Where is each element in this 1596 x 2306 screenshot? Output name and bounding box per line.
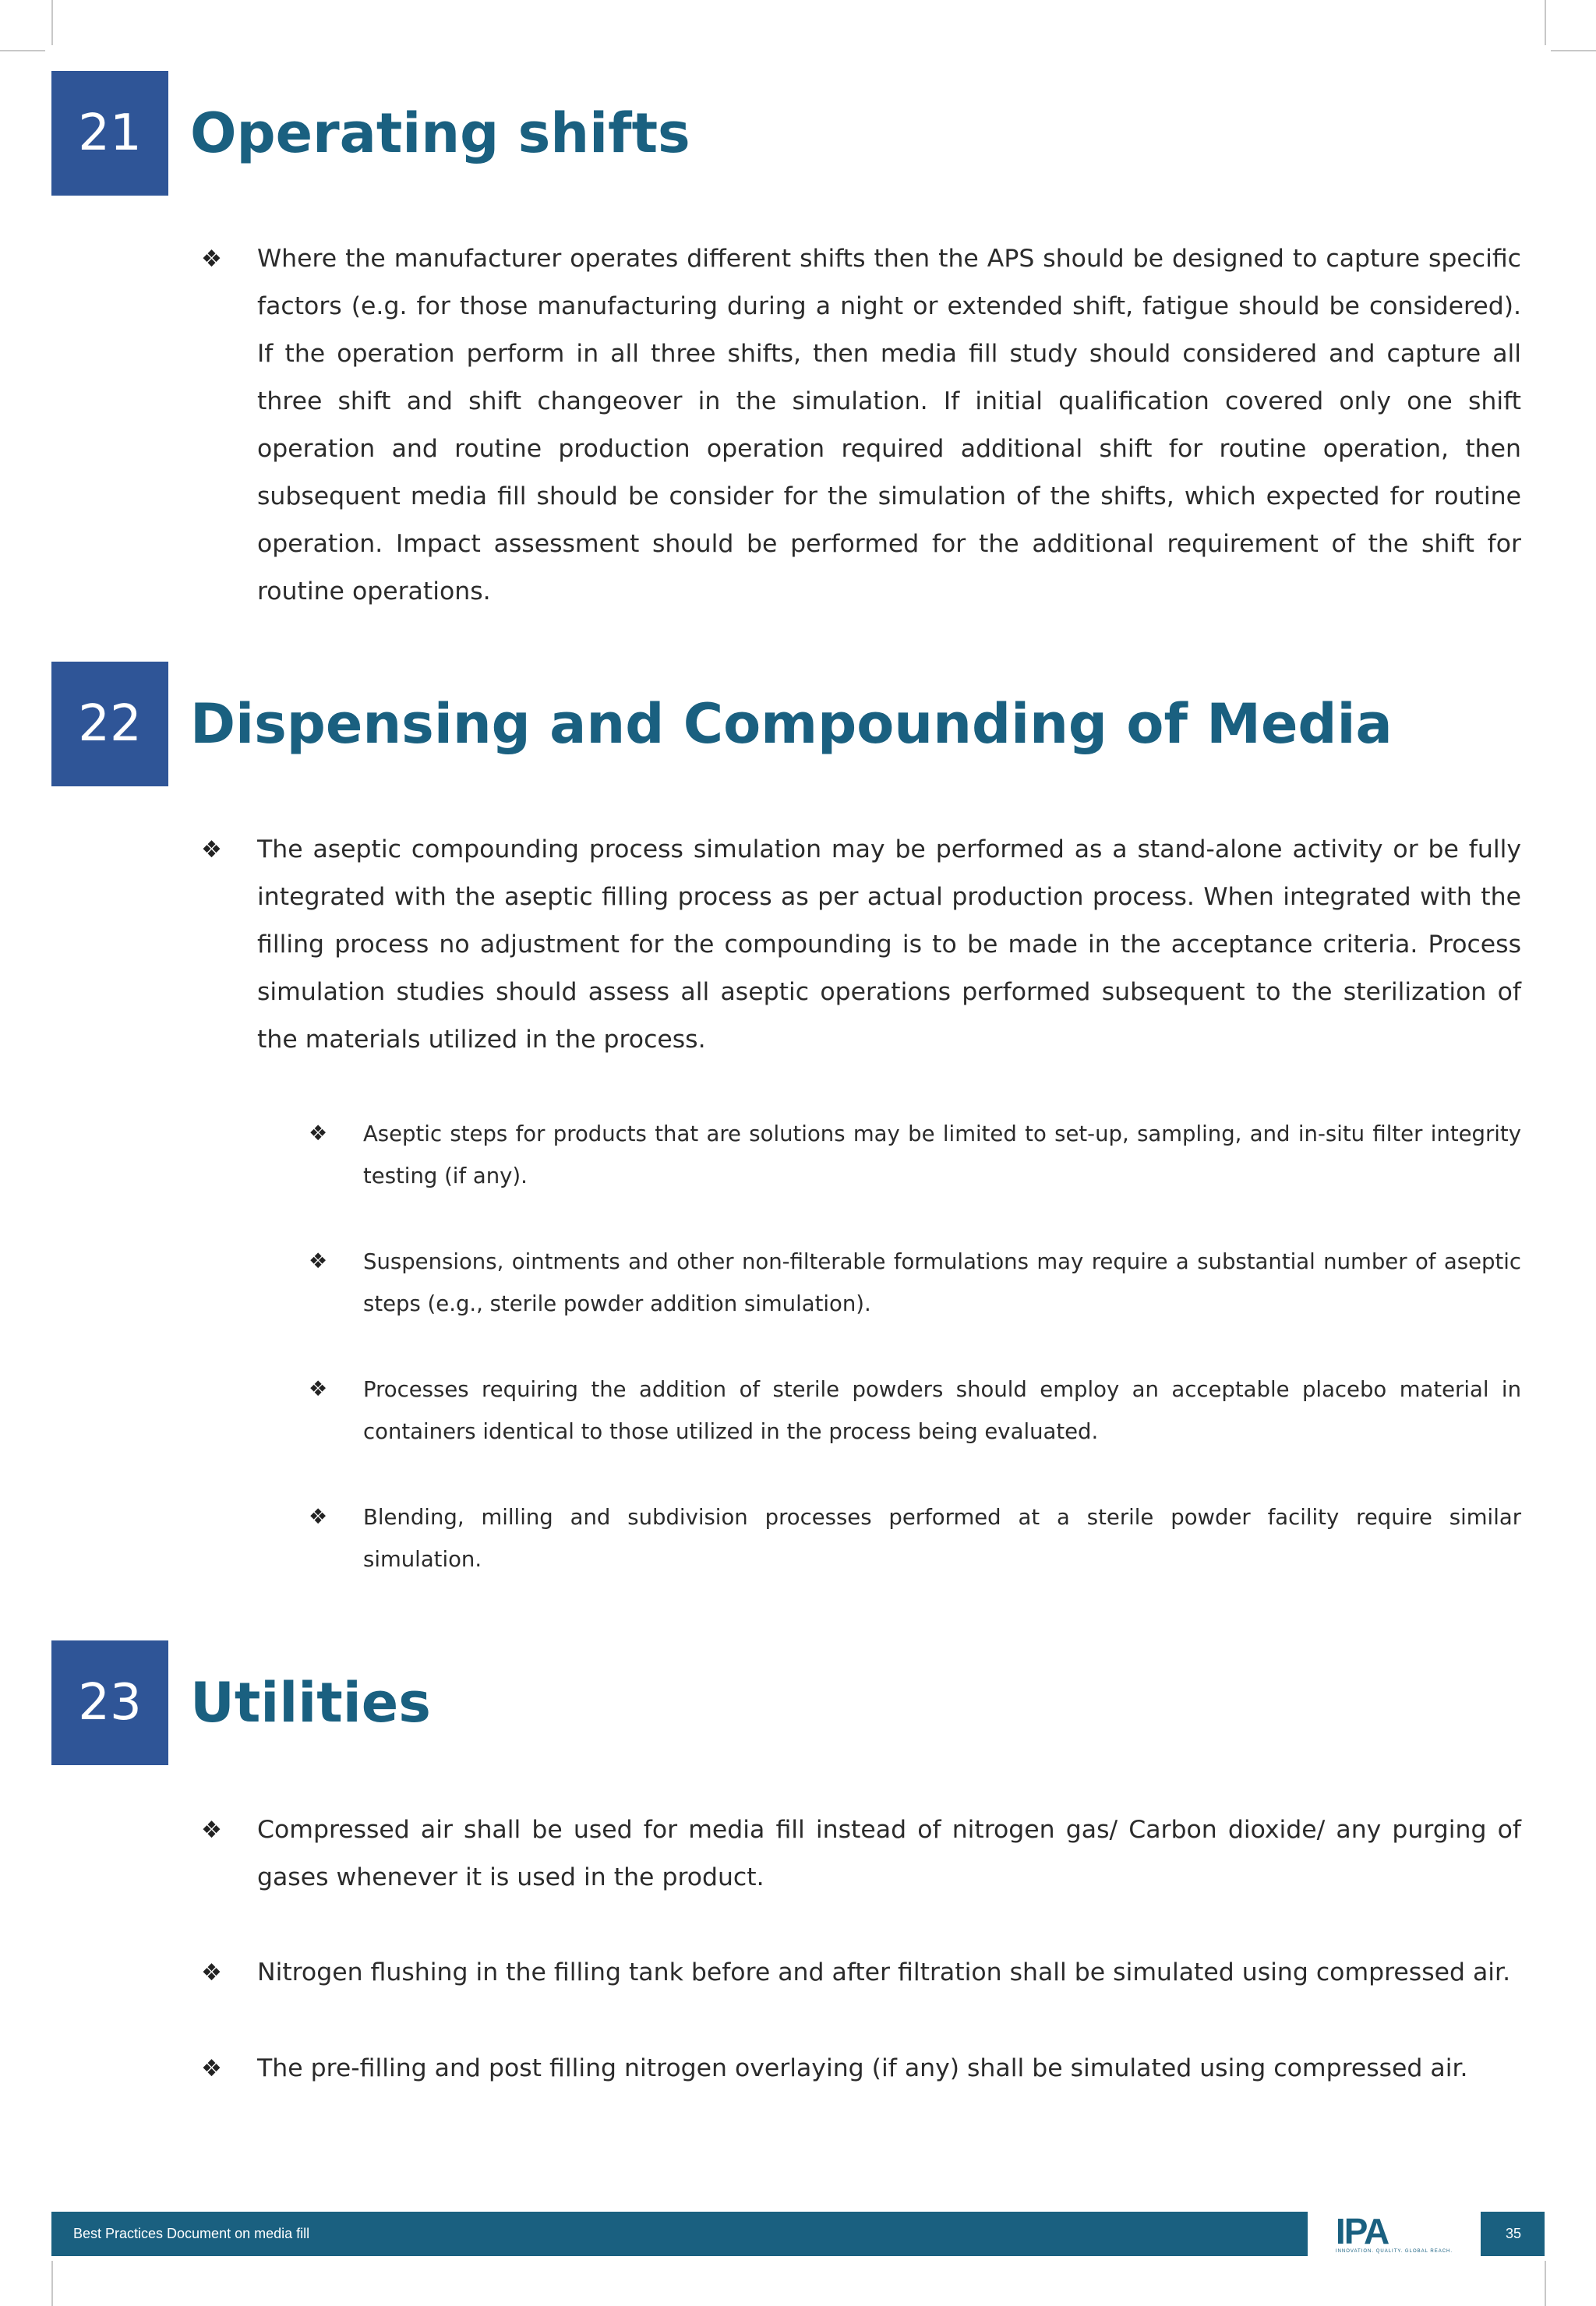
sub-bullet-text: Aseptic steps for products that are solutions may be limited to set-up, sampling, and in-situ filter integrity testing (if any). [363,1121,1521,1188]
logo-lockup [1335,2210,1453,2255]
bullet-item [201,1949,1521,1997]
diamond-bullet-icon: ❖ [201,836,222,863]
section-title: Utilities [190,1671,431,1735]
diamond-bullet-icon: ❖ [309,1377,328,1401]
diamond-bullet-icon: ❖ [309,1249,328,1273]
diamond-bullet-icon: ❖ [309,1121,328,1146]
sub-bullet-item [309,1113,1521,1197]
diamond-bullet-icon: ❖ [201,2055,222,2082]
page-number: 35 [1505,2226,1521,2241]
sub-bullet-text: Blending, milling and subdivision processes performed at a sterile powder facility require similar simulation. [363,1505,1521,1572]
crop-mark-bottom-right-v [1545,2261,1546,2306]
bullet-text: Nitrogen flushing in the filling tank before and after filtration shall be simulated using compressed air. [257,1958,1511,1986]
crop-mark-top-left-h [0,50,45,51]
diamond-bullet-icon: ❖ [201,1959,222,1986]
diamond-bullet-icon: ❖ [309,1505,328,1529]
sub-bullet [309,1241,1521,1325]
bullet-item [201,826,1521,1064]
sub-bullet-text: Processes requiring the addition of sterile powders should employ an acceptable placebo material in containers identical to those utilized in the process being evaluated. [363,1377,1521,1444]
logo-tagline: INNOVATION. QUALITY. GLOBAL REACH. [1335,2248,1453,2254]
bullet-item [201,2045,1521,2092]
bullet [201,1949,1521,1997]
section-23-header [51,1640,431,1765]
footer-document-title: Best Practices Document on media fill [73,2226,310,2241]
section-number: 23 [51,1640,168,1765]
page-footer [51,2212,1545,2256]
crop-mark-top-right-h [1551,50,1596,51]
bullet-text: Compressed air shall be used for media fill instead of nitrogen gas/ Carbon dioxide/ any purging of gases whenever it is used in the product. [257,1816,1521,1891]
sub-bullet [309,1368,1521,1453]
crop-mark-top-right-v [1545,0,1546,45]
logo-wordmark: IPA [1335,2210,1389,2251]
sub-bullet [309,1113,1521,1197]
diamond-bullet-icon: ❖ [201,245,222,273]
crop-mark-bottom-left-v [51,2261,53,2306]
bullet-text: The pre-filling and post filling nitrogen overlaying (if any) shall be simulated using compressed air. [257,2054,1468,2082]
bullet-item [201,235,1521,616]
bullet [201,2045,1521,2092]
section-22-body [201,826,1521,1064]
sub-bullet-item [309,1368,1521,1453]
section-title: Operating shifts [190,101,690,165]
sub-bullet-text: Suspensions, ointments and other non-filterable formulations may require a substantial number of aseptic steps (e.g., sterile powder addition simulation). [363,1249,1521,1316]
ipa-logo [1308,2212,1481,2256]
section-number: 21 [51,71,168,196]
section-21-header [51,71,690,196]
bullet-item [201,1806,1521,1902]
bullet-text: The aseptic compounding process simulation may be performed as a stand-alone activity or be fully integrated with the aseptic filling process as per actual production process. When integrated with the filling process no adjustment for the compounding is to be made in the acceptance criteria. Process simulation studies should assess all aseptic operations performed subsequent to the sterilization of the materials utilized in the process. [257,835,1521,1054]
diamond-bullet-icon: ❖ [201,1817,222,1844]
bullet-text: Where the manufacturer operates different shifts then the APS should be designed to capture specific factors (e.g. for those manufacturing during a night or extended shift, fatigue should be considered). If the operation perform in all three shifts, then media fill study should considered and capture all three shift and shift changeover in the simulation. If initial qualification covered only one shift operation and routine production operation required additional shift for routine operation, then subsequent media fill should be consider for the simulation of the shifts, which expected for routine operation. Impact assessment should be performed for the additional requirement of the shift for routine operations. [257,245,1521,606]
sub-bullet [309,1496,1521,1580]
section-22-header [51,662,1393,786]
sub-bullet-item [309,1496,1521,1580]
bullet [201,1806,1521,1902]
sub-bullet-item [309,1241,1521,1325]
section-number: 22 [51,662,168,786]
crop-mark-top-left-v [51,0,53,45]
section-21-body [201,235,1521,616]
section-title: Dispensing and Compounding of Media [190,692,1393,756]
